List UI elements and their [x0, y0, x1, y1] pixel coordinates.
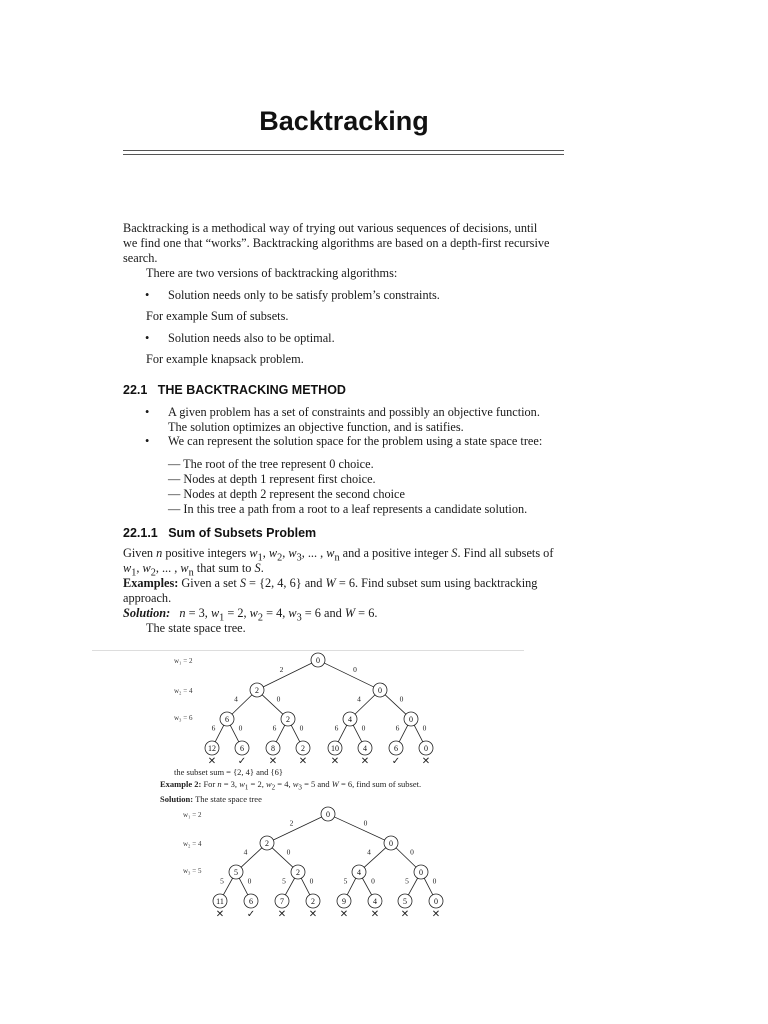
node-label: 6 — [240, 744, 244, 753]
example2-line — [160, 779, 421, 792]
text-run: , ... , — [301, 546, 327, 560]
examples-block — [123, 576, 573, 606]
edge-label: 0 — [238, 723, 243, 733]
var-w-cap: W — [325, 576, 336, 590]
var-w-cap: W — [344, 606, 356, 620]
edge-label: 5 — [282, 876, 286, 886]
solution-label: Solution: — [123, 606, 171, 620]
subscript: 1 — [257, 552, 263, 564]
var-w: w — [210, 606, 220, 620]
tree-edge — [353, 725, 362, 742]
cross-icon: ✕ — [298, 756, 308, 767]
dash-list — [168, 457, 527, 517]
node-label: 4 — [373, 897, 377, 906]
subscript: 2 — [150, 567, 156, 579]
node-label: 4 — [357, 868, 361, 877]
edge-label: 0 — [371, 876, 375, 886]
example-text: For example knapsack problem. — [146, 352, 304, 366]
node-label: 7 — [280, 897, 284, 906]
bullet-item — [145, 405, 540, 435]
node-label: 2 — [255, 686, 259, 695]
var-w: w — [180, 561, 189, 575]
edge-label: 0 — [422, 723, 427, 733]
cross-icon: ✕ — [215, 909, 225, 920]
var-s: S — [254, 561, 261, 575]
var-s: S — [451, 546, 458, 560]
tree-edge — [424, 878, 433, 895]
text-run: Given — [123, 546, 157, 560]
subscript: 3 — [298, 783, 302, 792]
bullet-text: A given problem has a set of constraints and possibly an objective function. — [168, 405, 540, 419]
subsection-title: Sum of Subsets Problem — [168, 526, 317, 540]
section-heading — [123, 383, 346, 397]
node-label: 6 — [249, 897, 253, 906]
node-label: 12 — [208, 744, 216, 753]
node-label: 8 — [271, 744, 275, 753]
edge-label: 0 — [309, 876, 314, 886]
edge-label: 5 — [220, 876, 224, 886]
subsection-heading — [123, 526, 316, 540]
cross-icon: ✕ — [277, 909, 287, 920]
title-rule-bottom — [123, 154, 564, 155]
edge-label: 4 — [243, 847, 248, 857]
var-n: n — [156, 546, 163, 560]
text-run: The state space tree — [195, 794, 262, 804]
node-label: 6 — [394, 744, 398, 753]
edge-label: 0 — [432, 876, 437, 886]
node-label: 2 — [301, 744, 305, 753]
node-label: 0 — [326, 810, 330, 819]
tree-edge — [334, 817, 384, 840]
cross-icon: ✕ — [400, 909, 410, 920]
state-space-text: The state space tree. — [146, 621, 246, 635]
node-label: 10 — [331, 744, 339, 753]
tree-edge — [399, 725, 408, 742]
node-label: 11 — [216, 897, 224, 906]
tree-edge — [223, 878, 232, 895]
subscript: 1 — [131, 567, 137, 579]
text-run: = 4, — [275, 779, 293, 789]
tree-edge — [273, 817, 321, 840]
tree-edge — [347, 878, 356, 895]
cross-icon: ✕ — [370, 909, 380, 920]
level-label: w₂ = 4 — [183, 840, 202, 848]
edge-label: 0 — [361, 723, 366, 733]
text-run: = 4, — [263, 606, 289, 620]
node-label: 5 — [403, 897, 407, 906]
subscript: 3 — [296, 612, 302, 624]
subscript: n — [188, 567, 194, 579]
node-label: 4 — [348, 715, 352, 724]
edge-label: 5 — [343, 876, 348, 886]
cross-icon: ✕ — [207, 756, 217, 767]
edge-label: 4 — [234, 694, 238, 704]
text-run: = 6. Find subset sum using backtracking — [335, 576, 538, 590]
var-w: w — [326, 546, 335, 560]
example2-solution — [160, 794, 262, 804]
text-run: , — [136, 561, 143, 575]
var-s: S — [239, 576, 246, 590]
node-label: 9 — [342, 897, 346, 906]
edge-label: 0 — [299, 723, 304, 733]
var-w: w — [123, 561, 132, 575]
tree-edge — [408, 878, 417, 895]
var-w: w — [142, 561, 151, 575]
node-label: 2 — [265, 839, 269, 848]
text-run: . Find all subsets of — [457, 546, 554, 560]
node-label: 0 — [434, 897, 438, 906]
cross-icon: ✕ — [308, 909, 318, 920]
node-label: 0 — [316, 656, 320, 665]
dash-item: — In this tree a path from a root to a leaf represents a candidate solution. — [168, 502, 528, 516]
node-label: 6 — [225, 715, 229, 724]
text-run: , — [262, 546, 269, 560]
tree-edge — [338, 725, 347, 742]
text-run: that sum to — [193, 561, 255, 575]
cross-icon: ✕ — [268, 756, 278, 767]
var-w: w — [265, 779, 272, 789]
var-w: w — [249, 606, 258, 620]
cross-icon: ✕ — [431, 909, 441, 920]
subscript: 1 — [219, 612, 225, 624]
var-w: w — [239, 779, 245, 789]
text-run: = 6. — [355, 606, 378, 620]
edge-label: 0 — [353, 665, 357, 674]
var-w: w — [268, 546, 278, 560]
edge-label: 6 — [395, 723, 400, 733]
bullet-dot: • — [145, 331, 150, 345]
edge-label: 4 — [367, 847, 371, 857]
section-number: 22.1 — [123, 383, 148, 397]
edge-label: 6 — [272, 723, 277, 733]
var-n: n — [179, 606, 186, 620]
edge-label: 5 — [405, 876, 409, 886]
level-label: w₁ = 2 — [183, 811, 202, 819]
intro-line: we find one that “works”. Backtracking algorithms are based on a depth-first recursive — [123, 236, 550, 250]
text-run: = 6, find sum of subset. — [338, 779, 422, 789]
var-n: n — [217, 779, 222, 789]
intro-paragraph — [123, 221, 573, 266]
var-w-cap: W — [331, 779, 339, 789]
node-label: 5 — [234, 868, 238, 877]
text-run: = {2, 4, 6} and — [245, 576, 326, 590]
tree1-caption: the subset sum = {2, 4} and {6} — [174, 767, 283, 777]
text-run: = 5 and — [301, 779, 332, 789]
bullet-text: We can represent the solution space for the problem using a state space tree: — [168, 434, 543, 448]
page-title: Backtracking — [259, 106, 429, 136]
subscript: 2 — [271, 783, 276, 792]
edge-label: 2 — [279, 665, 284, 674]
var-w: w — [249, 546, 258, 560]
cross-icon: ✕ — [421, 756, 431, 767]
text-run: Given a set — [181, 576, 240, 590]
text-run: . — [260, 561, 264, 575]
text-run: = 2, — [248, 779, 266, 789]
section-title: THE BACKTRACKING METHOD — [157, 383, 346, 397]
edge-label: 6 — [334, 723, 339, 733]
subscript: n — [334, 552, 340, 564]
text-run: = 6 and — [301, 606, 345, 620]
node-label: 2 — [296, 868, 300, 877]
text-run: , ... , — [155, 561, 181, 575]
text-run: and a positive integer — [339, 546, 452, 560]
node-label: 0 — [409, 715, 413, 724]
var-w: w — [292, 779, 299, 789]
subscript: 2 — [277, 552, 283, 564]
node-label: 2 — [311, 897, 315, 906]
var-w: w — [288, 546, 297, 560]
bullet-text: Solution needs only to be satisfy problem’s constraints. — [168, 288, 440, 302]
subsection-number: 22.1.1 — [123, 526, 158, 540]
text-run: = 2, — [224, 606, 250, 620]
text-run: , — [282, 546, 289, 560]
solution-label: Solution: — [160, 794, 194, 804]
tree-edge — [301, 878, 310, 895]
bullet-dot: • — [145, 434, 150, 448]
check-icon: ✓ — [391, 756, 401, 767]
text-run: For — [203, 779, 218, 789]
cross-icon: ✕ — [330, 756, 340, 767]
dash-item: — Nodes at depth 2 represent the second choice — [168, 487, 405, 501]
text-run: = 3, — [221, 779, 240, 789]
node-label: 0 — [419, 868, 423, 877]
edge-label: 0 — [247, 876, 252, 886]
level-label: w₂ = 4 — [174, 687, 193, 695]
state-space-tree-2 — [150, 804, 450, 920]
edge-label: 0 — [399, 694, 404, 704]
tree-edge — [291, 725, 300, 742]
intro-line: Backtracking is a methodical way of trying out various sequences of decisions, until — [123, 221, 538, 235]
subscript: 3 — [296, 552, 302, 564]
node-label: 0 — [424, 744, 428, 753]
node-label: 2 — [286, 715, 290, 724]
text-run: = 3, — [185, 606, 211, 620]
bullet-dot: • — [145, 288, 150, 302]
bullet-text: The solution optimizes an objective function, and is satifies. — [168, 420, 464, 434]
edge-label: 0 — [276, 694, 281, 704]
tree-edge — [324, 663, 373, 687]
figure-divider — [92, 650, 524, 651]
subscript: 2 — [257, 612, 263, 624]
edge-label: 6 — [211, 723, 216, 733]
tree-edge — [414, 725, 423, 742]
edge-label: 2 — [289, 818, 294, 828]
tree-edge — [263, 663, 311, 687]
check-icon: ✓ — [237, 756, 247, 767]
examples-label: Examples: — [123, 576, 179, 590]
node-label: 0 — [378, 686, 382, 695]
subscript: 1 — [244, 783, 249, 792]
example2-label: Example 2: — [160, 779, 202, 789]
level-label: w₃ = 5 — [183, 867, 202, 875]
edge-label: 4 — [357, 694, 361, 704]
text-run: approach. — [123, 591, 172, 605]
bullet-item — [145, 434, 543, 449]
bullet-dot: • — [145, 405, 150, 419]
example-text: For example Sum of subsets. — [146, 309, 289, 323]
dash-item: — The root of the tree represent 0 choice. — [168, 457, 374, 471]
text-run: positive integers — [162, 546, 250, 560]
intro-line: search. — [123, 251, 158, 265]
tree-edge — [276, 725, 285, 742]
var-w: w — [288, 606, 297, 620]
edge-label: 0 — [363, 818, 368, 828]
check-icon: ✓ — [246, 909, 256, 920]
title-rule-top — [123, 150, 564, 151]
tree-edge — [239, 878, 248, 895]
level-label: w₃ = 6 — [174, 714, 193, 722]
tree-edge — [215, 725, 224, 742]
tree-edge — [285, 878, 294, 895]
state-space-tree-1 — [150, 652, 450, 770]
dash-item: — Nodes at depth 1 represent first choice. — [168, 472, 376, 486]
bullet-item — [145, 288, 440, 303]
edge-label: 0 — [410, 847, 414, 857]
bullet-text: Solution needs also to be optimal. — [168, 331, 335, 345]
node-label: 0 — [389, 839, 393, 848]
cross-icon: ✕ — [339, 909, 349, 920]
tree-edge — [230, 725, 239, 742]
bullet-item — [145, 331, 335, 346]
level-label: w₁ = 2 — [174, 657, 193, 665]
cross-icon: ✕ — [360, 756, 370, 767]
node-label: 4 — [363, 744, 367, 753]
versions-text: There are two versions of backtracking algorithms: — [146, 266, 398, 280]
edge-label: 0 — [286, 847, 291, 857]
